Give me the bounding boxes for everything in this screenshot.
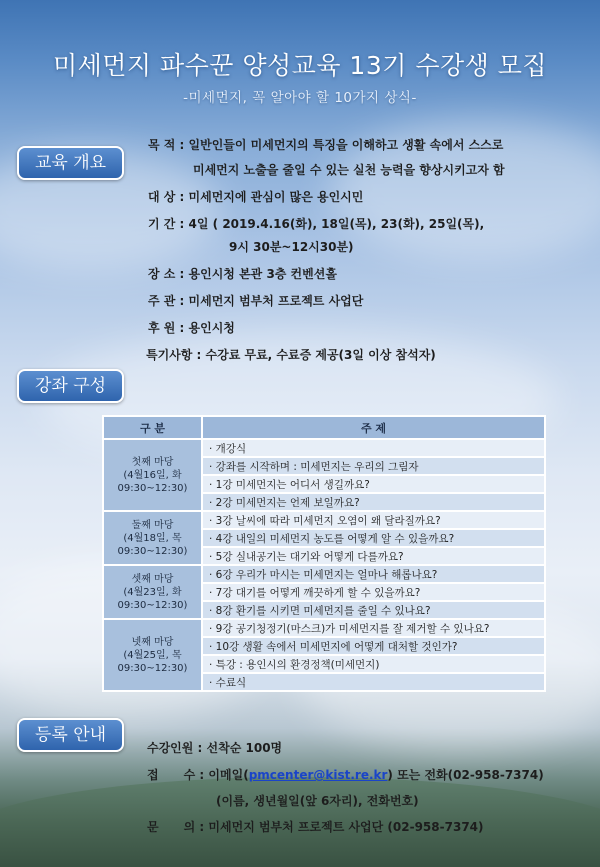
- day-cell-1: [103, 439, 202, 511]
- day-name: 둘째 마당: [131, 519, 174, 531]
- capacity-value: 선착순 100명: [206, 741, 283, 755]
- course-item: · 수료식: [202, 673, 545, 691]
- period-line2: 9시 30분~12시30분): [229, 240, 354, 254]
- sponsor-label: 후 원 :: [148, 321, 185, 335]
- overview-sponsor: [148, 319, 235, 336]
- course-item: · 4강 내일의 미세먼지 농도를 어떻게 알 수 있을까요?: [202, 529, 545, 547]
- course-item: · 개강식: [202, 439, 545, 457]
- day-date: (4월25일, 목: [123, 649, 182, 661]
- day-time: 09:30~12:30): [117, 662, 188, 674]
- day-date: (4월18일, 목: [123, 532, 182, 544]
- course-item: · 8강 환기를 시키면 미세먼지를 줄일 수 있나요?: [202, 601, 545, 619]
- course-item: · 6강 우리가 마시는 미세먼지는 얼마나 해롭나요?: [202, 565, 545, 583]
- period-line1: 4일 ( 2019.4.16(화), 18일(목), 23(화), 25일(목),: [188, 217, 485, 231]
- column-header-day: 구 분: [103, 416, 202, 439]
- target-label: 대 상 :: [148, 190, 185, 204]
- day-name: 넷째 마당: [131, 636, 174, 648]
- registration-capacity: [147, 739, 282, 756]
- overview-target: [148, 188, 363, 205]
- day-date: (4월23일, 화: [123, 586, 182, 598]
- course-item: · 7강 대기를 어떻게 깨끗하게 할 수 있을까요?: [202, 583, 545, 601]
- course-item: · 2강 미세먼지는 언제 보일까요?: [202, 493, 545, 511]
- table-row: [103, 511, 545, 529]
- course-item: · 특강 : 용인시의 환경정책(미세먼지): [202, 655, 545, 673]
- column-header-topic: 주 제: [202, 416, 545, 439]
- course-item: · 강좌를 시작하며 : 미세먼지는 우리의 그림자: [202, 457, 545, 475]
- overview-place: [148, 265, 337, 282]
- apply-label: 접 수 :: [147, 768, 205, 782]
- course-item: · 9강 공기청정기(마스크)가 미세먼지를 잘 제거할 수 있나요?: [202, 619, 545, 637]
- host-label: 주 관 :: [148, 294, 185, 308]
- purpose-label: 목 적 :: [148, 138, 185, 152]
- poster-title: 미세먼지 파수꾼 양성교육 13기 수강생 모집: [52, 51, 548, 80]
- apply-suffix: ) 또는 전화(02-958-7374): [387, 768, 544, 782]
- sponsor-value: 용인시청: [188, 321, 235, 335]
- apply-line2: (이름, 생년월일(앞 6자리), 전화번호): [216, 794, 419, 808]
- purpose-line2: 미세먼지 노출을 줄일 수 있는 실천 능력을 향상시키고자 함: [193, 163, 505, 177]
- day-date: (4월16일, 화: [123, 469, 182, 481]
- day-name: 셋째 마당: [131, 573, 174, 585]
- table-row: [103, 619, 545, 637]
- table-row: [103, 565, 545, 583]
- overview-period: [148, 215, 484, 232]
- period-label: 기 간 :: [148, 217, 185, 231]
- day-cell-3: [103, 565, 202, 619]
- section-header-registration: 등록 안내: [17, 718, 124, 752]
- course-item: · 10강 생활 속에서 미세먼지에 어떻게 대처할 것인가?: [202, 637, 545, 655]
- contact-label: 문 의 :: [147, 820, 205, 834]
- apply-prefix: 이메일(: [208, 768, 249, 782]
- course-item: · 5강 실내공기는 대기와 어떻게 다를까요?: [202, 547, 545, 565]
- course-table-header: [103, 416, 545, 439]
- capacity-label: 수강인원 :: [147, 741, 203, 755]
- notes-value: 수강료 무료, 수료증 제공(3일 이상 참석자): [205, 348, 436, 362]
- section-header-overview: 교육 개요: [17, 146, 124, 180]
- target-value: 미세먼지에 관심이 많은 용인시민: [188, 190, 364, 204]
- registration-contact: [147, 818, 484, 835]
- course-item: · 1강 미세먼지는 어디서 생길까요?: [202, 475, 545, 493]
- day-name: 첫째 마당: [131, 456, 174, 468]
- course-table: [102, 415, 546, 692]
- host-value: 미세먼지 범부처 프로젝트 사업단: [188, 294, 364, 308]
- day-cell-4: [103, 619, 202, 691]
- course-item: · 3강 날씨에 따라 미세먼지 오염이 왜 달라질까요?: [202, 511, 545, 529]
- poster-subtitle: -미세먼지, 꼭 알아야 할 10가지 상식-: [183, 90, 417, 106]
- table-row: [103, 439, 545, 457]
- overview-purpose: [148, 136, 503, 153]
- day-time: 09:30~12:30): [117, 545, 188, 557]
- notes-label: 특기사항 :: [146, 348, 202, 362]
- section-header-courses: 강좌 구성: [17, 369, 124, 403]
- registration-apply: [147, 766, 544, 783]
- overview-notes: [146, 346, 436, 363]
- place-value: 용인시청 본관 3층 컨벤션홀: [188, 267, 337, 281]
- day-time: 09:30~12:30): [117, 482, 188, 494]
- contact-value: 미세먼지 범부처 프로젝트 사업단 (02-958-7374): [208, 820, 484, 834]
- day-cell-2: [103, 511, 202, 565]
- day-time: 09:30~12:30): [117, 599, 188, 611]
- purpose-line1: 일반인들이 미세먼지의 특징을 이해하고 생활 속에서 스스로: [188, 138, 504, 152]
- place-label: 장 소 :: [148, 267, 185, 281]
- email-link[interactable]: pmcenter@kist.re.kr: [248, 768, 388, 782]
- overview-host: [148, 292, 363, 309]
